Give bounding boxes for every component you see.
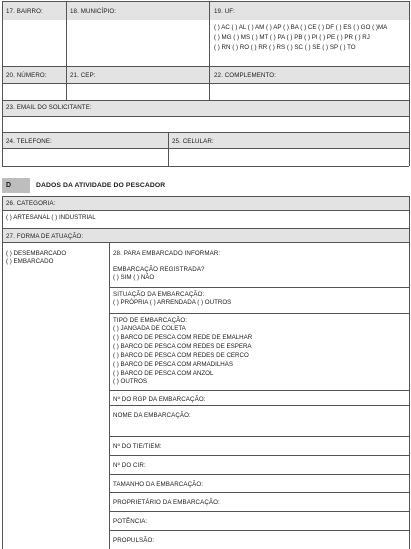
divider [2, 196, 409, 197]
tipo-option[interactable]: ( ) OUTROS [113, 378, 148, 385]
divider [66, 1, 67, 100]
divider [109, 474, 409, 475]
divider [2, 116, 409, 117]
divider [109, 390, 409, 391]
categoria-options[interactable]: ( ) ARTESANAL ( ) INDUSTRIAL [6, 214, 96, 221]
uf-label: 19. UF: [214, 8, 235, 15]
potencia-label: POTÊNCIA: [113, 518, 148, 525]
divider [2, 196, 3, 549]
divider [2, 228, 409, 229]
cir-label: Nº DO CIR: [113, 462, 146, 469]
divider [109, 492, 409, 493]
divider [2, 1, 3, 166]
nome-label: NOME DA EMBARCAÇÃO: [113, 412, 191, 419]
divider [109, 511, 409, 512]
situacao-label: SITUAÇÃO DA EMBARCAÇÃO: [113, 291, 205, 298]
tie-label: Nº DO TIE/TIEM: [113, 443, 162, 450]
propulsao-label: PROPULSÃO: [113, 537, 155, 544]
divider [2, 83, 409, 84]
row-20-22-label-shade [2, 66, 409, 83]
divider [2, 1, 409, 2]
tamanho-label: TAMANHO DA EMBARCAÇÃO: [113, 481, 204, 488]
tipo-option[interactable]: ( ) BARCO DE PESCA COM REDE DE EMALHAR [113, 334, 253, 341]
divider [109, 455, 409, 456]
divider [109, 313, 409, 314]
municipio-label: 18. MUNICÍPIO: [70, 8, 117, 15]
divider [109, 405, 409, 406]
divider [2, 166, 409, 167]
row-17-19-label-shade [2, 1, 409, 20]
forma-option-desembarcado[interactable]: ( ) DESEMBARCADO [6, 250, 67, 257]
uf-options-line-3: ( ) RN ( ) RO ( ) RR ( ) RS ( ) SC ( ) SE ( ) SP ( ) TO [214, 44, 356, 51]
tipo-option[interactable]: ( ) BARCO DE PESCA COM REDES DE ESPERA [113, 343, 252, 350]
divider [2, 148, 409, 149]
divider [209, 1, 210, 100]
tipo-option[interactable]: ( ) BARCO DE PESCA COM ARMADILHAS [113, 361, 233, 368]
categoria-label: 26. CATEGORIA: [6, 200, 56, 207]
divider [409, 196, 410, 549]
divider [2, 100, 409, 101]
divider [109, 436, 409, 437]
tipo-option[interactable]: ( ) BARCO DE PESCA COM REDES DE CERCO [113, 352, 249, 359]
registrada-label: EMBARCAÇÃO REGISTRADA? [113, 266, 205, 273]
divider [2, 210, 409, 211]
rgp-label: Nº DO RGP DA EMBARCAÇÃO: [113, 396, 206, 403]
divider [168, 132, 169, 166]
tipo-option[interactable]: ( ) JANGADA DE COLETA [113, 325, 186, 332]
bairro-label: 17. BAIRRO: [6, 8, 43, 15]
categoria-label-shade [2, 196, 409, 210]
telefone-label: 24. TELEFONE: [6, 138, 52, 145]
divider [2, 132, 409, 133]
situacao-options[interactable]: ( ) PRÓPRIA ( ) ARRENDADA ( ) OUTROS [113, 299, 232, 306]
divider [109, 287, 409, 288]
section-letter: D [6, 182, 12, 189]
divider [109, 530, 409, 531]
registrada-options[interactable]: ( ) SIM ( ) NÃO [113, 274, 155, 281]
cep-label: 21. CEP: [70, 72, 96, 79]
divider [409, 1, 410, 166]
tipo-option[interactable]: ( ) BARCO DE PESCA COM ANZOL [113, 370, 214, 377]
numero-label: 20. NÚMERO: [6, 72, 47, 79]
divider [2, 242, 409, 243]
forma-option-embarcado[interactable]: ( ) EMBARCADO [6, 258, 54, 265]
divider [2, 66, 409, 67]
celular-label: 25. CELULAR: [172, 138, 214, 145]
complemento-label: 22. COMPLEMENTO: [214, 72, 277, 79]
divider [109, 242, 110, 549]
proprietario-label: PROPRIETÁRIO DA EMBARCAÇÃO: [113, 499, 220, 506]
uf-options-line-2: ( ) MG ( ) MS ( ) MT ( ) PA ( ) PB ( ) PI ( ) PE ( ) PR ( ) RJ [214, 34, 370, 41]
section-title: DADOS DA ATIVIDADE DO PESCADOR [36, 182, 166, 189]
embarcado-label: 28. PARA EMBARCADO INFORMAR: [113, 250, 221, 257]
tipo-label: TIPO DE EMBARCAÇÃO: [113, 317, 188, 324]
forma-label: 27. FORMA DE ATUAÇÃO: [6, 233, 84, 240]
uf-options-line-1: ( ) AC ( ) AL ( ) AM ( ) AP ( ) BA ( ) CE ( ) DF ( ) ES ( ) GO ( )MA [214, 24, 388, 31]
email-label: 23. EMAIL DO SOLICITANTE: [6, 104, 92, 111]
